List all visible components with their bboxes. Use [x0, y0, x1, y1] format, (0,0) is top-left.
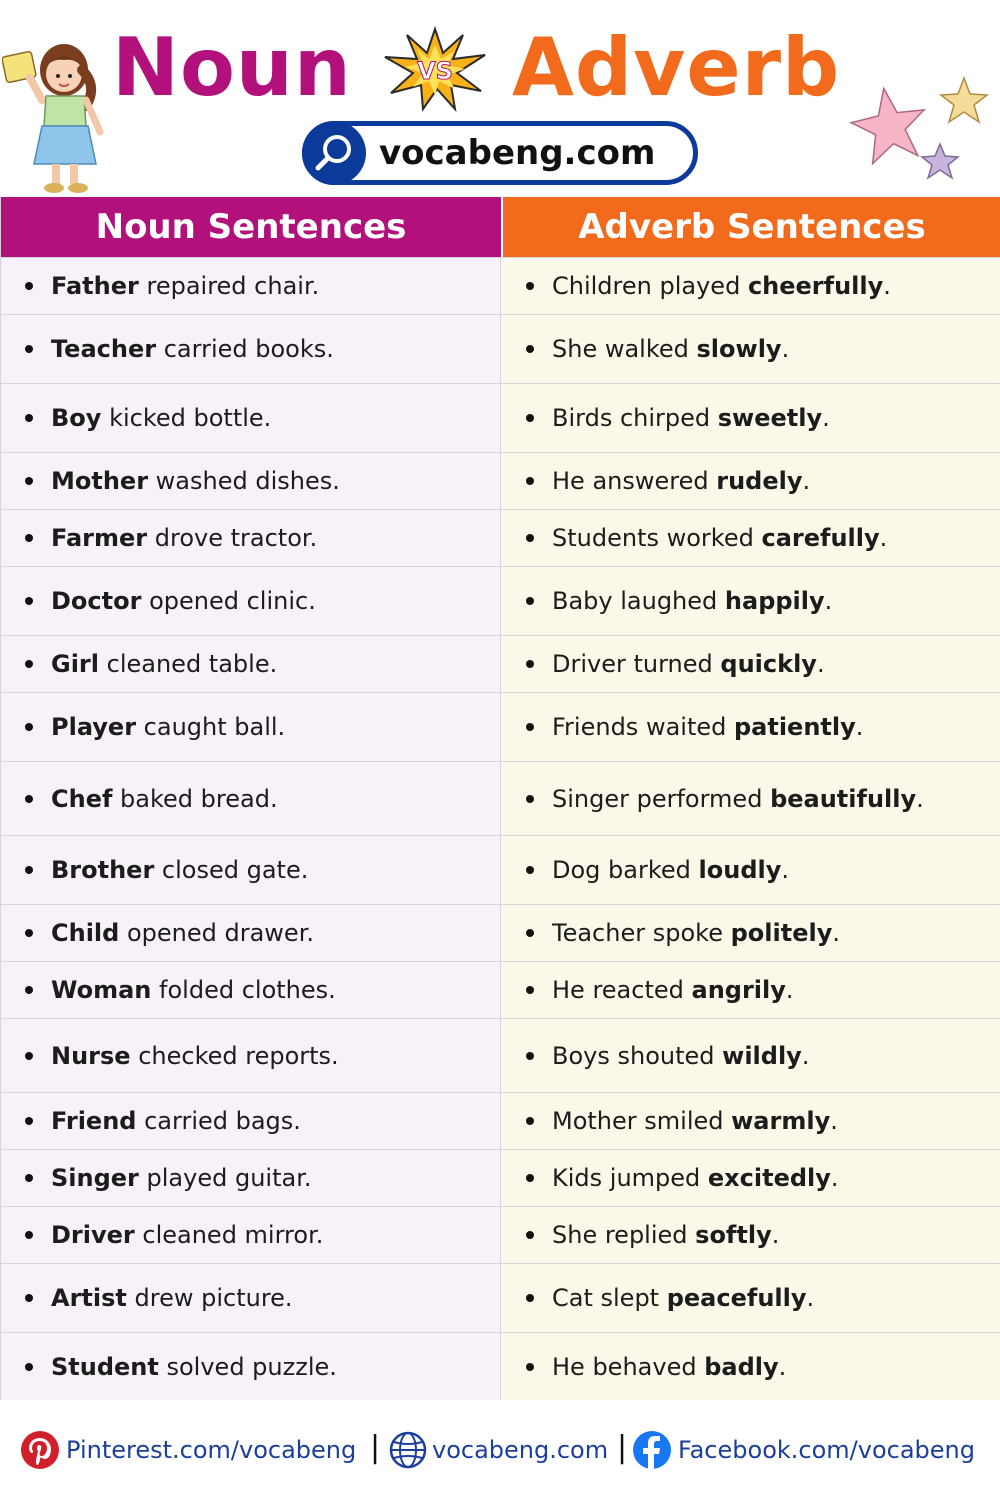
noun-word: Driver: [51, 1221, 135, 1249]
bullet-icon: [25, 1294, 33, 1302]
sentence-end: .: [830, 1164, 839, 1192]
noun-sentence: [1, 693, 501, 761]
sentence-text: [51, 713, 285, 741]
noun-word: Boy: [51, 404, 102, 432]
pinterest-icon: [20, 1430, 60, 1470]
noun-word: Brother: [51, 856, 155, 884]
adverb-word: excitedly: [707, 1164, 831, 1192]
noun-word: Friend: [51, 1107, 137, 1135]
girl-illustration: [2, 40, 120, 198]
noun-sentence: [1, 384, 501, 452]
adverb-word: politely: [730, 919, 833, 947]
noun-word: Father: [51, 272, 139, 300]
sentence-rest: carried books.: [156, 335, 334, 363]
bullet-icon: [25, 477, 33, 485]
adverb-sentence: [501, 1093, 1000, 1149]
sentence-end: .: [785, 976, 794, 1004]
noun-sentence: [1, 1207, 501, 1263]
adverb-word: badly: [704, 1353, 779, 1381]
sentence-start: Children played: [552, 272, 748, 300]
bullet-icon: [25, 1363, 33, 1371]
bullet-icon: [526, 723, 534, 731]
sentence-rest: opened drawer.: [119, 919, 314, 947]
sentence-text: [552, 919, 840, 947]
sentence-end: .: [801, 1041, 810, 1070]
sentence-start: He answered: [552, 467, 717, 495]
sentence-start: Friends waited: [552, 713, 734, 741]
bullet-icon: [25, 414, 33, 422]
table-row: [1, 452, 999, 509]
sentence-rest: baked bread.: [112, 784, 278, 813]
sentence-end: .: [832, 919, 840, 947]
table-header: [1, 197, 999, 257]
adverb-sentence: [501, 905, 1000, 961]
adverb-sentence: [501, 962, 1000, 1018]
table-row: [1, 1092, 999, 1149]
sentence-rest: folded clothes.: [151, 976, 336, 1004]
bullet-icon: [526, 1294, 534, 1302]
globe-icon: [388, 1430, 428, 1470]
footer: [0, 1400, 1000, 1500]
noun-sentence: [1, 453, 501, 509]
sentence-start: Mother smiled: [552, 1107, 732, 1135]
adverb-word: patiently: [733, 713, 856, 741]
adverb-sentence: [501, 1150, 1000, 1206]
sentence-start: Singer performed: [552, 784, 771, 813]
sentence-end: .: [781, 335, 790, 363]
noun-word: Chef: [51, 784, 113, 813]
facebook-icon: [632, 1430, 672, 1470]
noun-sentence: [1, 1264, 501, 1332]
adverb-word: loudly: [698, 856, 782, 884]
adverb-sentence: [501, 1333, 1000, 1401]
noun-word: Farmer: [51, 524, 148, 552]
adverb-word: warmly: [731, 1107, 831, 1135]
bullet-icon: [25, 986, 33, 994]
noun-sentence: [1, 1093, 501, 1149]
table-row: [1, 1206, 999, 1263]
sentence-text: [552, 272, 891, 300]
bullet-icon: [25, 929, 33, 937]
sentence-text: [552, 1284, 814, 1312]
sentence-start: Birds chirped: [552, 404, 718, 432]
bullet-icon: [526, 345, 534, 353]
sentence-rest: opened clinic.: [141, 587, 316, 615]
noun-word: Student: [51, 1353, 159, 1381]
sentence-text: [51, 587, 316, 615]
header-noun-sentences: Noun Sentences: [1, 197, 501, 257]
sentence-rest: closed gate.: [154, 856, 309, 884]
sentence-text: [552, 785, 924, 813]
sentence-rest: caught ball.: [136, 713, 286, 741]
sentence-text: [552, 524, 887, 552]
sentence-text: [51, 976, 336, 1004]
sentence-text: [552, 335, 789, 363]
sentence-text: [51, 404, 271, 432]
bullet-icon: [25, 534, 33, 542]
vs-burst-icon: [380, 26, 490, 112]
sentence-text: [552, 1353, 786, 1381]
table-body: [1, 257, 999, 1402]
adverb-sentence: [501, 258, 1000, 314]
sentence-start: Teacher spoke: [552, 919, 731, 947]
sentence-end: .: [806, 1284, 815, 1312]
noun-word: Singer: [51, 1164, 139, 1192]
bullet-icon: [526, 282, 534, 290]
sentence-start: Students worked: [552, 524, 762, 552]
table-row: [1, 635, 999, 692]
adverb-word: rudely: [716, 467, 803, 495]
sentence-start: Kids jumped: [552, 1164, 708, 1192]
table-row: [1, 835, 999, 904]
noun-sentence: [1, 510, 501, 566]
website-link[interactable]: vocabeng.com: [432, 1436, 609, 1464]
noun-word: Player: [51, 713, 137, 741]
noun-word: Artist: [51, 1284, 127, 1312]
bullet-icon: [526, 1117, 534, 1125]
sentence-text: [51, 1284, 293, 1312]
adverb-word: cheerfully: [747, 272, 884, 300]
sentence-start: She walked: [552, 335, 697, 363]
sentence-end: .: [781, 856, 790, 884]
sentence-start: Driver turned: [552, 650, 721, 678]
table-row: [1, 761, 999, 835]
sentence-end: .: [802, 467, 811, 495]
adverb-word: sweetly: [717, 404, 823, 432]
sentence-end: .: [822, 404, 830, 432]
noun-sentence: [1, 1150, 501, 1206]
table-row: [1, 1263, 999, 1332]
sentence-start: Boys shouted: [552, 1041, 723, 1070]
sentence-rest: carried bags.: [136, 1107, 301, 1135]
header: [0, 0, 1000, 197]
sentence-text: [51, 1164, 311, 1192]
sentence-text: [51, 1107, 301, 1135]
sentence-text: [552, 467, 810, 495]
bullet-icon: [526, 1231, 534, 1239]
sentence-text: [51, 467, 340, 495]
table-row: [1, 1018, 999, 1092]
sentence-end: .: [771, 1221, 780, 1249]
adverb-sentence: [501, 453, 1000, 509]
bullet-icon: [25, 723, 33, 731]
sentence-text: [51, 919, 314, 947]
noun-word: Doctor: [51, 587, 142, 615]
sentence-start: Dog barked: [552, 856, 699, 884]
adverb-sentence: [501, 1264, 1000, 1332]
bullet-icon: [526, 660, 534, 668]
adverb-sentence: [501, 1207, 1000, 1263]
bullet-icon: [25, 597, 33, 605]
sentence-text: [51, 335, 334, 363]
adverb-sentence: [501, 693, 1000, 761]
adverb-word: happily: [724, 587, 825, 615]
adverb-sentence: [501, 567, 1000, 635]
bullet-icon: [526, 1174, 534, 1182]
adverb-word: slowly: [696, 335, 782, 363]
sentence-start: He reacted: [552, 976, 692, 1004]
sentence-text: [552, 1221, 779, 1249]
bullet-icon: [526, 795, 534, 803]
adverb-sentence: [501, 1019, 1000, 1092]
noun-sentence: [1, 1019, 501, 1092]
noun-word: Nurse: [51, 1041, 131, 1070]
table-row: [1, 509, 999, 566]
sentence-rest: played guitar.: [138, 1164, 312, 1192]
table-row: [1, 1149, 999, 1206]
facebook-link[interactable]: Facebook.com/vocabeng: [678, 1436, 975, 1464]
sentence-end: .: [883, 272, 891, 300]
noun-sentence: [1, 636, 501, 692]
noun-word: Teacher: [51, 335, 157, 363]
sentence-start: He behaved: [552, 1353, 705, 1381]
sentence-text: [51, 650, 277, 678]
sentence-rest: checked reports.: [130, 1041, 339, 1070]
bullet-icon: [25, 660, 33, 668]
sentence-text: [552, 404, 830, 432]
bullet-icon: [25, 1231, 33, 1239]
search-bar[interactable]: [302, 121, 698, 185]
sentence-end: .: [824, 587, 833, 615]
adverb-sentence: [501, 510, 1000, 566]
table-row: [1, 904, 999, 961]
table-row: [1, 257, 999, 314]
sentence-text: [552, 713, 863, 741]
bullet-icon: [526, 986, 534, 994]
sentence-text: [51, 1353, 337, 1381]
adverb-sentence: [501, 315, 1000, 383]
bullet-icon: [526, 597, 534, 605]
sentence-text: [552, 1107, 838, 1135]
noun-sentence: [1, 1333, 501, 1401]
noun-word: Woman: [51, 976, 152, 1004]
sentence-text: [51, 785, 278, 813]
sentence-text: [51, 524, 317, 552]
table-row: [1, 961, 999, 1018]
title-noun: Noun: [112, 21, 352, 114]
adverb-sentence: [501, 384, 1000, 452]
sentence-end: .: [778, 1353, 787, 1381]
sentence-start: She replied: [552, 1221, 696, 1249]
adverb-word: softly: [695, 1221, 772, 1249]
noun-sentence: [1, 962, 501, 1018]
sentence-text: [552, 1042, 809, 1070]
comparison-table: [0, 197, 1000, 1400]
footer-separator: |: [617, 1430, 628, 1465]
adverb-sentence: [501, 762, 1000, 835]
sentence-rest: cleaned mirror.: [134, 1221, 324, 1249]
adverb-sentence: [501, 836, 1000, 904]
sentence-end: .: [855, 713, 864, 741]
sentence-end: .: [879, 524, 888, 552]
sentence-start: Cat slept: [552, 1284, 667, 1312]
sentence-end: .: [830, 1107, 838, 1135]
bullet-icon: [25, 282, 33, 290]
header-adverb-sentences: Adverb Sentences: [501, 197, 1000, 257]
adverb-word: angrily: [691, 976, 786, 1004]
bullet-icon: [25, 1117, 33, 1125]
sentence-text: [51, 272, 319, 300]
search-text: vocabeng.com: [379, 133, 656, 173]
sentence-rest: drew picture.: [126, 1284, 293, 1312]
sentence-rest: drove tractor.: [147, 524, 318, 552]
noun-word: Girl: [51, 650, 99, 678]
adverb-word: beautifully: [770, 784, 917, 813]
noun-sentence: [1, 315, 501, 383]
title-adverb: Adverb: [512, 21, 841, 114]
table-row: [1, 314, 999, 383]
sentence-text: [552, 587, 832, 615]
sentence-rest: cleaned table.: [99, 650, 278, 678]
noun-sentence: [1, 258, 501, 314]
bullet-icon: [25, 795, 33, 803]
noun-sentence: [1, 905, 501, 961]
sentence-text: [51, 1042, 339, 1070]
sentence-text: [552, 976, 794, 1004]
table-row: [1, 383, 999, 452]
sentence-text: [51, 1221, 323, 1249]
adverb-word: carefully: [761, 524, 880, 552]
bullet-icon: [526, 929, 534, 937]
sentence-end: .: [816, 650, 825, 678]
table-row: [1, 692, 999, 761]
sentence-text: [552, 856, 789, 884]
bullet-icon: [526, 534, 534, 542]
sentence-rest: washed dishes.: [148, 467, 340, 495]
table-row: [1, 566, 999, 635]
bullet-icon: [25, 1052, 33, 1060]
bullet-icon: [526, 866, 534, 874]
bullet-icon: [526, 1363, 534, 1371]
sentence-rest: solved puzzle.: [158, 1353, 337, 1381]
sentence-text: [51, 856, 308, 884]
sentence-rest: repaired chair.: [138, 272, 320, 300]
search-icon: [302, 121, 366, 185]
noun-sentence: [1, 762, 501, 835]
bullet-icon: [25, 1174, 33, 1182]
footer-separator: |: [370, 1430, 381, 1465]
bullet-icon: [526, 477, 534, 485]
bullet-icon: [25, 866, 33, 874]
sentence-end: .: [916, 784, 924, 813]
sentence-start: Baby laughed: [552, 587, 725, 615]
noun-sentence: [1, 567, 501, 635]
adverb-word: peacefully: [666, 1284, 807, 1312]
pinterest-link[interactable]: Pinterest.com/vocabeng: [66, 1436, 357, 1464]
bullet-icon: [526, 1052, 534, 1060]
bullet-icon: [25, 345, 33, 353]
sentence-rest: kicked bottle.: [101, 404, 272, 432]
stars-decoration-icon: [846, 70, 996, 190]
noun-word: Child: [51, 919, 120, 947]
adverb-sentence: [501, 636, 1000, 692]
sentence-text: [552, 1164, 839, 1192]
adverb-word: wildly: [722, 1041, 802, 1070]
noun-sentence: [1, 836, 501, 904]
adverb-word: quickly: [720, 650, 817, 678]
sentence-text: [552, 650, 825, 678]
vs-label: VS: [417, 57, 453, 85]
table-row: [1, 1332, 999, 1401]
noun-word: Mother: [51, 467, 149, 495]
bullet-icon: [526, 414, 534, 422]
